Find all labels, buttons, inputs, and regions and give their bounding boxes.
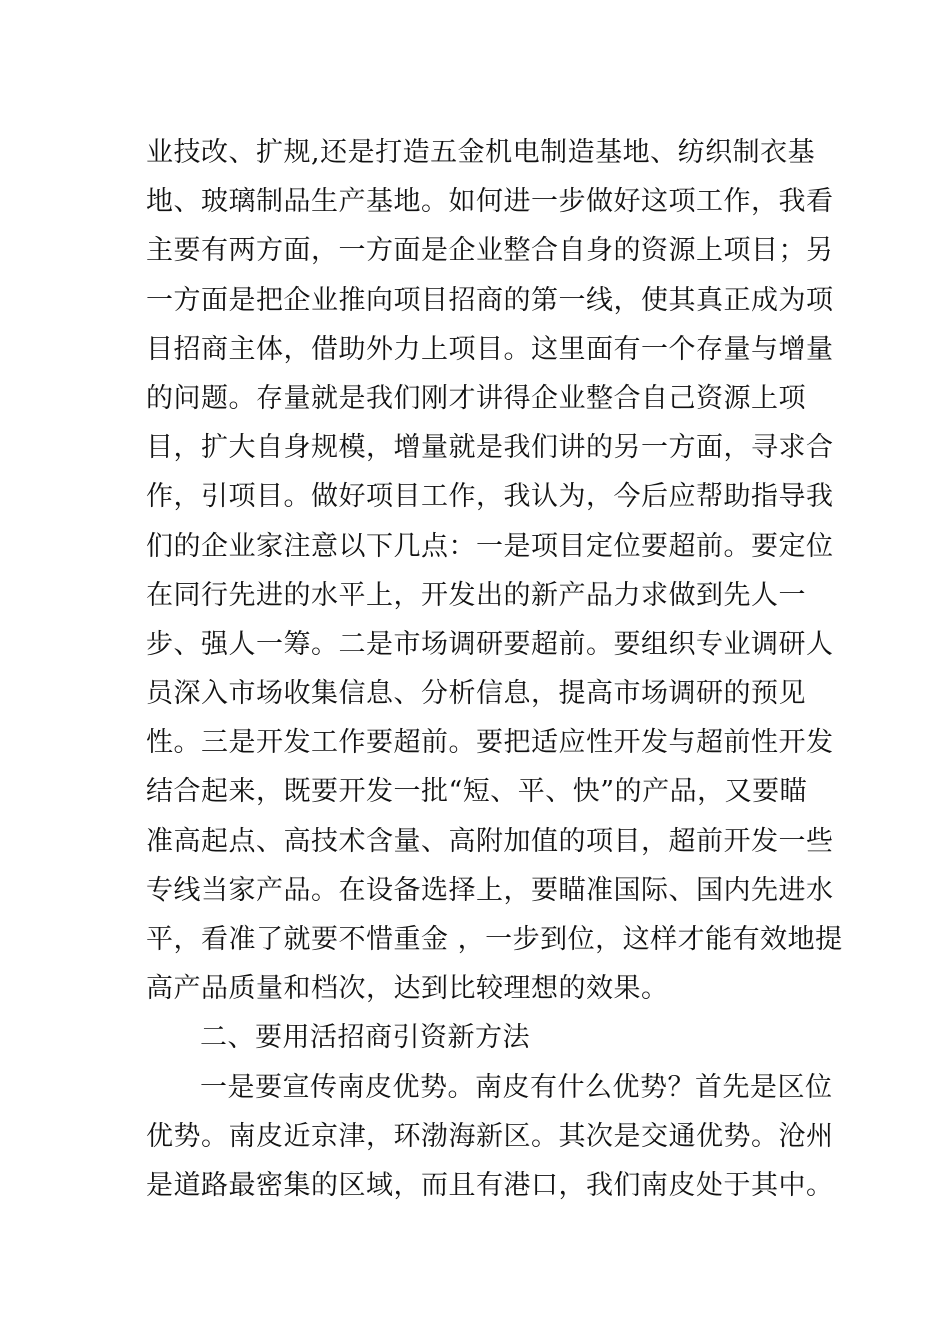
body-line: 在同行先进的水平上，开发出的新产品力求做到先人一 xyxy=(146,579,806,611)
body-line: 们的企业家注意以下几点：一是项目定位要超前。要定位 xyxy=(146,530,834,562)
section-heading: 二、要用活招商引资新方法 xyxy=(200,1022,530,1054)
body-line: 目，扩大自身规模，增量就是我们讲的另一方面，寻求合 xyxy=(146,432,834,464)
document-body xyxy=(146,128,843,1210)
body-line: 作，引项目。做好项目工作，我认为，今后应帮助指导我 xyxy=(146,481,834,513)
body-line: 性。三是开发工作要超前。要把适应性开发与超前性开发 xyxy=(146,727,834,759)
body-line: 地、玻璃制品生产基地。如何进一步做好这项工作，我看 xyxy=(146,186,834,218)
body-line: 平，看准了就要不惜重金 ，一步到位，这样才能有效地提 xyxy=(146,924,843,955)
body-line: 准高起点、高技术含量、高附加值的项目，超前开发一些 xyxy=(146,825,834,857)
body-line: 结合起来，既要开发一批“短、平、快”的产品，又要瞄 xyxy=(146,776,808,808)
body-line: 专线当家产品。在设备选择上，要瞄准国际、国内先进水 xyxy=(146,874,834,906)
body-line: 步、强人一筹。二是市场调研要超前。要组织专业调研人 xyxy=(146,628,834,660)
body-line: 业技改、扩规,还是打造五金机电制造基地、纺织制衣基 xyxy=(146,137,816,168)
body-line: 高产品质量和档次，达到比较理想的效果。 xyxy=(146,973,669,1005)
body-line: 是道路最密集的区域，而且有港口，我们南皮处于其中。 xyxy=(146,1169,834,1201)
body-line: 优势。南皮近京津，环渤海新区。其次是交通优势。沧州 xyxy=(146,1120,834,1152)
body-line: 员深入市场收集信息、分析信息，提高市场调研的预见 xyxy=(146,678,806,710)
body-line: 目招商主体，借助外力上项目。这里面有一个存量与增量 xyxy=(146,333,834,365)
body-line: 主要有两方面，一方面是企业整合自身的资源上项目；另 xyxy=(146,235,834,267)
paragraph-start-line: 一是要宣传南皮优势。南皮有什么优势？首先是区位 xyxy=(200,1071,833,1103)
body-line: 一方面是把企业推向项目招商的第一线，使其真正成为项 xyxy=(146,284,834,316)
body-line: 的问题。存量就是我们刚才讲得企业整合自己资源上项 xyxy=(146,382,806,414)
